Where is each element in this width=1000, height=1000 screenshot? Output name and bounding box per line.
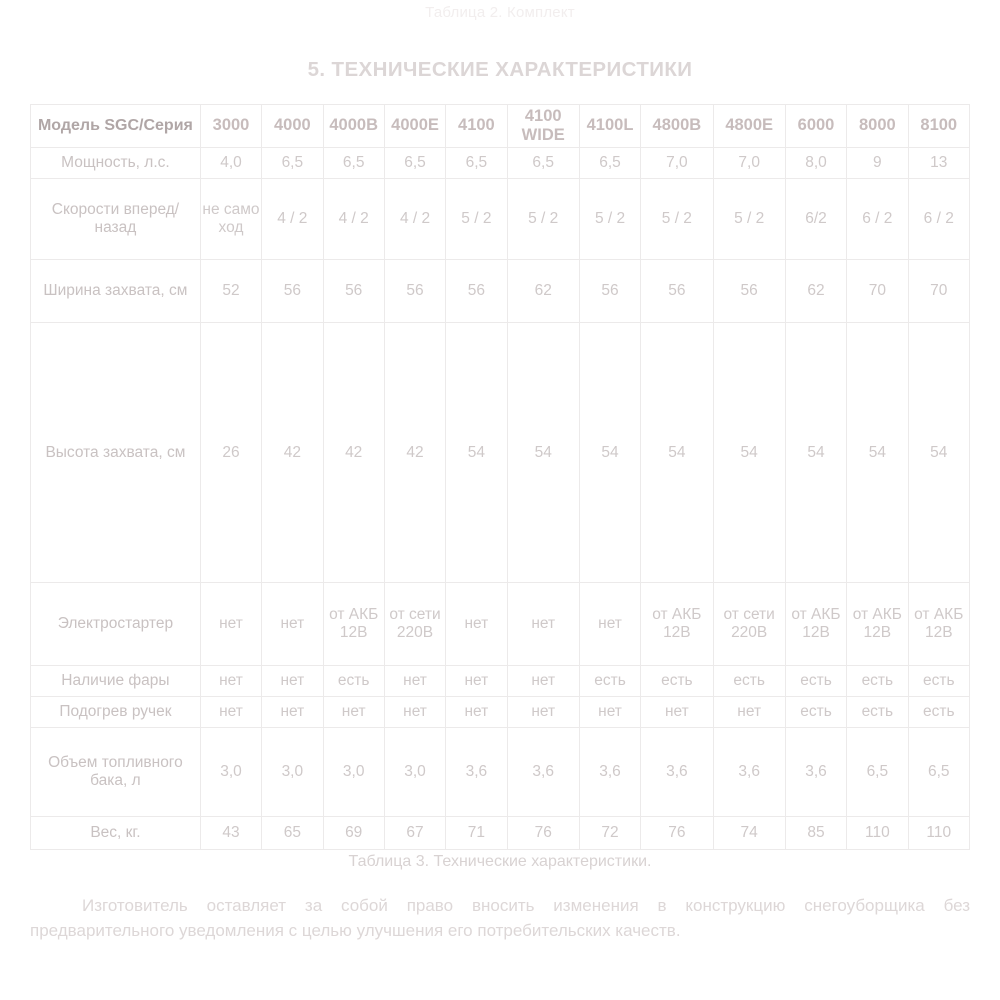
cell: нет (200, 582, 261, 665)
cell: нет (579, 696, 640, 727)
cell: 9 (847, 147, 908, 178)
cell: от АКБ 12В (641, 582, 713, 665)
cell: 6,5 (908, 727, 969, 816)
cell: 6,5 (579, 147, 640, 178)
cell: 62 (785, 259, 846, 322)
cell: нет (200, 696, 261, 727)
cell: 5 / 2 (641, 178, 713, 259)
column-header-3000: 3000 (200, 105, 261, 148)
cell: нет (262, 696, 323, 727)
cell: есть (908, 696, 969, 727)
cell: нет (641, 696, 713, 727)
table-row (31, 696, 970, 727)
row-label-speeds: Скорости вперед/назад (31, 178, 201, 259)
row-label-power: Мощность, л.с. (31, 147, 201, 178)
table-corner-header: Модель SGC/Серия (31, 105, 201, 148)
cell: 54 (579, 322, 640, 582)
cell: есть (908, 665, 969, 696)
disclaimer-paragraph (30, 893, 970, 944)
cell: 3,0 (200, 727, 261, 816)
cell: 54 (713, 322, 785, 582)
cell: нет (384, 696, 445, 727)
cell: 56 (323, 259, 384, 322)
cell: 13 (908, 147, 969, 178)
cell: 54 (446, 322, 507, 582)
cell: 7,0 (641, 147, 713, 178)
cell: нет (446, 582, 507, 665)
cell: нет (713, 696, 785, 727)
cell: есть (641, 665, 713, 696)
column-header-4100: 4100 (446, 105, 507, 148)
cell: 85 (785, 816, 846, 849)
cell: 42 (384, 322, 445, 582)
cell: 6,5 (262, 147, 323, 178)
cell: есть (323, 665, 384, 696)
cell: 6/2 (785, 178, 846, 259)
cell: есть (847, 665, 908, 696)
cell: от АКБ 12В (908, 582, 969, 665)
cell: 56 (446, 259, 507, 322)
table-row (31, 582, 970, 665)
table-row (31, 259, 970, 322)
cell: 4 / 2 (262, 178, 323, 259)
cell: 54 (847, 322, 908, 582)
cell: 5 / 2 (507, 178, 579, 259)
row-label-handle-heating: Подогрев ручек (31, 696, 201, 727)
cell: 4,0 (200, 147, 261, 178)
column-header-4100l: 4100L (579, 105, 640, 148)
cell: 110 (847, 816, 908, 849)
cell: 3,0 (323, 727, 384, 816)
cell: 4 / 2 (384, 178, 445, 259)
cell: 71 (446, 816, 507, 849)
cell: есть (785, 665, 846, 696)
row-label-electric-starter: Электростартер (31, 582, 201, 665)
cell: нет (446, 696, 507, 727)
cell: 69 (323, 816, 384, 849)
cell: 3,6 (785, 727, 846, 816)
cell: 72 (579, 816, 640, 849)
cell: 5 / 2 (579, 178, 640, 259)
column-header-4800b: 4800B (641, 105, 713, 148)
cell: 42 (323, 322, 384, 582)
column-header-8000: 8000 (847, 105, 908, 148)
cell: нет (200, 665, 261, 696)
cell: нет (507, 582, 579, 665)
row-label-capture-width: Ширина захвата, см (31, 259, 201, 322)
row-label-capture-height: Высота захвата, см (31, 322, 201, 582)
cell: есть (785, 696, 846, 727)
cell: 3,6 (446, 727, 507, 816)
cell: не само ход (200, 178, 261, 259)
cell: 8,0 (785, 147, 846, 178)
page-title: 5. ТЕХНИЧЕСКИЕ ХАРАКТЕРИСТИКИ (307, 58, 693, 81)
disclaimer-text: Изготовитель оставляет за собой право вносить изменения в конструкцию снегоуборщика без предварительного уведомления с целью улучшения его потребительских качеств. (30, 895, 970, 941)
cell: 6 / 2 (908, 178, 969, 259)
cell: 3,6 (507, 727, 579, 816)
cell: 6 / 2 (847, 178, 908, 259)
table-header-row (31, 105, 970, 148)
table-row (31, 322, 970, 582)
cell: 74 (713, 816, 785, 849)
specifications-table (30, 104, 970, 850)
column-header-4000b: 4000B (323, 105, 384, 148)
cell: 6,5 (323, 147, 384, 178)
cell: 4 / 2 (323, 178, 384, 259)
cell: от АКБ 12В (323, 582, 384, 665)
table-row (31, 178, 970, 259)
cell: нет (262, 582, 323, 665)
cell: 6,5 (446, 147, 507, 178)
row-label-headlight: Наличие фары (31, 665, 201, 696)
cell: 65 (262, 816, 323, 849)
cell: 110 (908, 816, 969, 849)
column-header-4000: 4000 (262, 105, 323, 148)
page-top-faint-text: Таблица 2. Комплект (425, 4, 575, 21)
table-caption: Таблица 3. Технические характеристики. (348, 852, 652, 870)
cell: 56 (713, 259, 785, 322)
cell: от АКБ 12В (785, 582, 846, 665)
cell: есть (713, 665, 785, 696)
cell: есть (579, 665, 640, 696)
cell: 76 (641, 816, 713, 849)
cell: нет (323, 696, 384, 727)
cell: от сети 220В (384, 582, 445, 665)
row-label-fuel-tank: Объем топливного бака, л (31, 727, 201, 816)
cell: есть (847, 696, 908, 727)
cell: 76 (507, 816, 579, 849)
table-row (31, 727, 970, 816)
cell: 42 (262, 322, 323, 582)
cell: 70 (908, 259, 969, 322)
cell: 3,6 (713, 727, 785, 816)
column-header-8100: 8100 (908, 105, 969, 148)
cell: 3,0 (262, 727, 323, 816)
column-header-4100-wide: 4100 WIDE (507, 105, 579, 148)
cell: 26 (200, 322, 261, 582)
cell: 54 (641, 322, 713, 582)
cell: 3,0 (384, 727, 445, 816)
cell: 5 / 2 (713, 178, 785, 259)
cell: 56 (384, 259, 445, 322)
row-label-weight: Вес, кг. (31, 816, 201, 849)
cell: 56 (579, 259, 640, 322)
table-row (31, 816, 970, 849)
cell: нет (507, 665, 579, 696)
cell: 70 (847, 259, 908, 322)
column-header-4000e: 4000E (384, 105, 445, 148)
cell: от сети 220В (713, 582, 785, 665)
cell: 6,5 (384, 147, 445, 178)
cell: 3,6 (641, 727, 713, 816)
cell: 3,6 (579, 727, 640, 816)
cell: 6,5 (507, 147, 579, 178)
cell: 54 (507, 322, 579, 582)
column-header-6000: 6000 (785, 105, 846, 148)
cell: 62 (507, 259, 579, 322)
cell: нет (446, 665, 507, 696)
cell: 54 (908, 322, 969, 582)
table-row (31, 147, 970, 178)
cell: 52 (200, 259, 261, 322)
cell: нет (579, 582, 640, 665)
cell: 56 (641, 259, 713, 322)
cell: от АКБ 12В (847, 582, 908, 665)
table-row (31, 665, 970, 696)
cell: 7,0 (713, 147, 785, 178)
cell: нет (384, 665, 445, 696)
cell: 67 (384, 816, 445, 849)
cell: нет (507, 696, 579, 727)
cell: 54 (785, 322, 846, 582)
cell: нет (262, 665, 323, 696)
column-header-4800e: 4800E (713, 105, 785, 148)
cell: 6,5 (847, 727, 908, 816)
cell: 56 (262, 259, 323, 322)
cell: 43 (200, 816, 261, 849)
cell: 5 / 2 (446, 178, 507, 259)
